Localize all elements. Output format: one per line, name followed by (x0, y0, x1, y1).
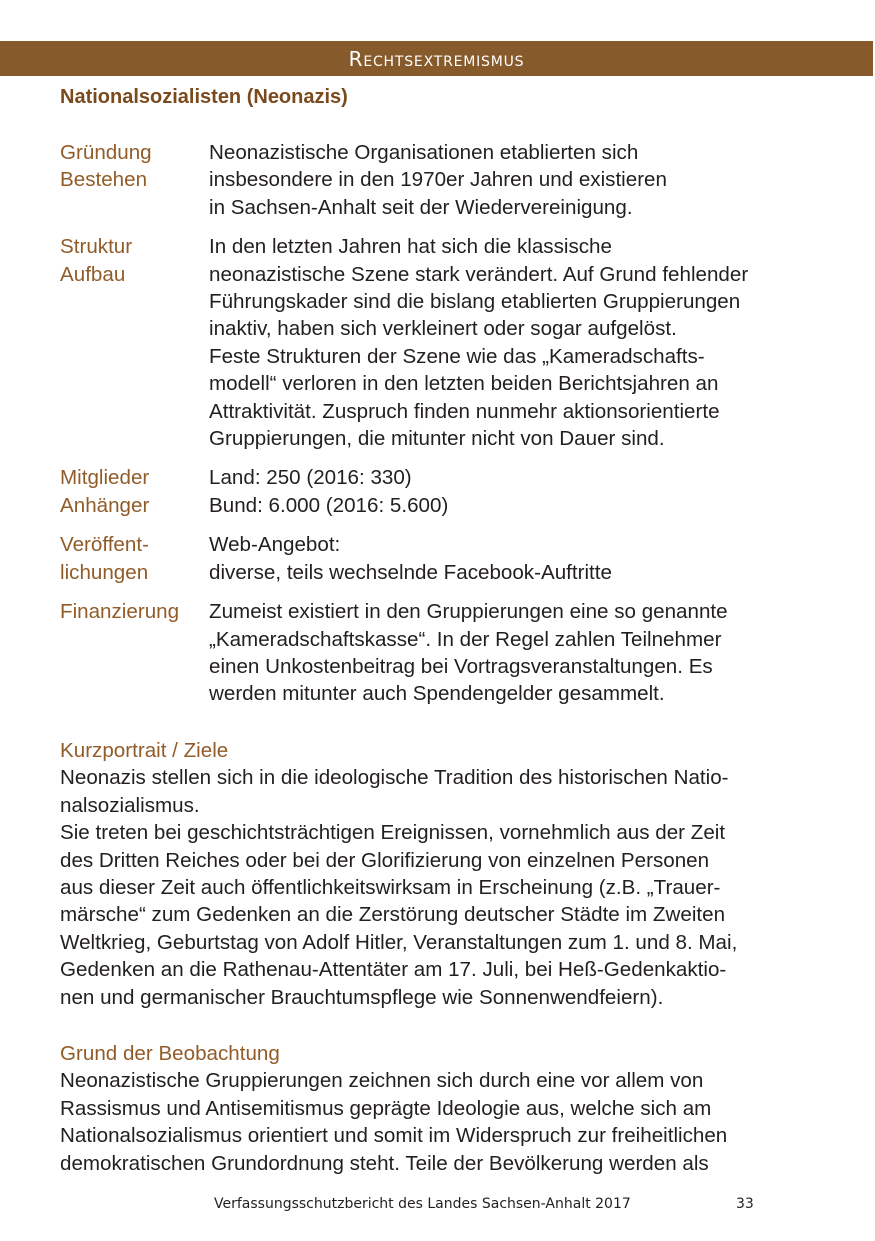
kurzportrait-body (60, 764, 830, 1011)
paragraph-line: des Dritten Reiches oder bei der Glorifizierung von einzelnen Personen (60, 848, 710, 872)
fact-label-line: Gründung (60, 141, 152, 164)
fact-label (60, 464, 209, 519)
page-title: Nationalsozialisten (Neonazis) (60, 86, 348, 108)
fact-label-line: Aufbau (60, 262, 126, 286)
fact-value-line: neonazistische Szene stark verändert. Auf Grund fehlender (209, 262, 749, 286)
fact-value-line: insbesondere in den 1970er Jahren und existieren (209, 168, 667, 192)
fact-value-line: modell“ verloren in den letzten beiden Berichtsjahren an (209, 372, 719, 396)
fact-value (209, 139, 830, 221)
grund-body (60, 1067, 830, 1177)
fact-label (60, 531, 209, 586)
fact-label-line: Bestehen (60, 168, 148, 192)
paragraph-line: märsche“ zum Gedenken an die Zerstörung deutscher Städte im Zweiten (60, 903, 726, 927)
fact-value-line: Neonazistische Organisationen etablierten sich (209, 141, 639, 164)
paragraph-line: Rassismus und Antisemitismus geprägte Ideologie aus, welche sich am (60, 1096, 712, 1120)
fact-table (60, 139, 830, 720)
grund-heading: Grund der Beobachtung (60, 1042, 280, 1065)
paragraph-line: demokratischen Grundordnung steht. Teile der Bevölkerung werden als (60, 1151, 709, 1175)
page-number: 33 (736, 1196, 754, 1212)
fact-value-line: Führungskader sind die bislang etablierten Gruppierungen (209, 290, 741, 314)
fact-value-line: Attraktivität. Zuspruch finden nunmehr aktionsorientierte (209, 399, 720, 423)
paragraph-line: aus dieser Zeit auch öffentlichkeitswirksam in Erscheinung (z.B. „Trauer- (60, 876, 721, 900)
fact-label-line: Finanzierung (60, 600, 180, 624)
fact-label-line: Struktur (60, 235, 133, 259)
fact-value-line: werden mitunter auch Spendengelder gesammelt. (209, 682, 665, 706)
fact-value-line: inaktiv, haben sich verkleinert oder sogar aufgelöst. (209, 317, 677, 341)
paragraph-line: Sie treten bei geschichtsträchtigen Ereignissen, vornehmlich aus der Zeit (60, 821, 726, 845)
paragraph-line: Neonazis stellen sich in die ideologische Tradition des historischen Natio- (60, 766, 729, 790)
fact-value-line: in Sachsen-Anhalt seit der Wiedervereinigung. (209, 195, 633, 219)
fact-label-line: Veröffent- (60, 533, 149, 557)
fact-label-line: Mitglieder (60, 466, 150, 490)
paragraph-line: nen und germanischer Brauchtumspflege wie Sonnenwendfeiern). (60, 985, 664, 1009)
fact-value-line: Web-Angebot: (209, 533, 341, 557)
fact-row-veroeffentlichungen (60, 531, 830, 586)
fact-label (60, 233, 209, 452)
grund-section (60, 1040, 830, 1177)
fact-value (209, 598, 830, 708)
paragraph-line: Nationalsozialismus orientiert und somit im Widerspruch zur freiheitlichen (60, 1124, 728, 1148)
fact-value (209, 233, 830, 452)
kurzportrait-section (60, 737, 830, 1011)
footer-title: Verfassungsschutzbericht des Landes Sachsen-Anhalt 2017 (214, 1196, 631, 1212)
kurzportrait-heading: Kurzportrait / Ziele (60, 739, 229, 762)
fact-row-mitglieder (60, 464, 830, 519)
fact-label (60, 139, 209, 221)
fact-row-struktur (60, 233, 830, 452)
fact-value-line: diverse, teils wechselnde Facebook-Auftritte (209, 560, 612, 584)
fact-value-line: In den letzten Jahren hat sich die klassische (209, 235, 612, 259)
paragraph-line: Weltkrieg, Geburtstag von Adolf Hitler, Veranstaltungen zum 1. und 8. Mai, (60, 930, 738, 954)
fact-value-line: „Kameradschaftskasse“. In der Regel zahlen Teilnehmer (209, 627, 722, 651)
fact-value (209, 531, 830, 586)
fact-value-line: einen Unkostenbeitrag bei Vortragsveranstaltungen. Es (209, 654, 713, 678)
fact-label-line: Anhänger (60, 493, 150, 517)
paragraph-line: Gedenken an die Rathenau-Attentäter am 17. Juli, bei Heß-Gedenkaktio- (60, 958, 727, 982)
fact-value-line: Feste Strukturen der Szene wie das „Kameradschafts- (209, 344, 705, 368)
banner-title: Rechtsextremismus (348, 46, 525, 71)
fact-label-line: lichungen (60, 560, 149, 584)
fact-row-gruendung (60, 139, 830, 221)
fact-row-finanzierung (60, 598, 830, 708)
fact-label (60, 598, 209, 708)
paragraph-line: nalsozialismus. (60, 793, 200, 817)
paragraph-line: Neonazistische Gruppierungen zeichnen sich durch eine vor allem von (60, 1069, 704, 1093)
fact-value-line: Bund: 6.000 (2016: 5.600) (209, 493, 449, 517)
fact-value-line: Gruppierungen, die mitunter nicht von Dauer sind. (209, 427, 665, 451)
fact-value-line: Zumeist existiert in den Gruppierungen eine so genannte (209, 600, 728, 624)
fact-value (209, 464, 830, 519)
fact-value-line: Land: 250 (2016: 330) (209, 466, 412, 490)
section-banner (0, 41, 873, 76)
